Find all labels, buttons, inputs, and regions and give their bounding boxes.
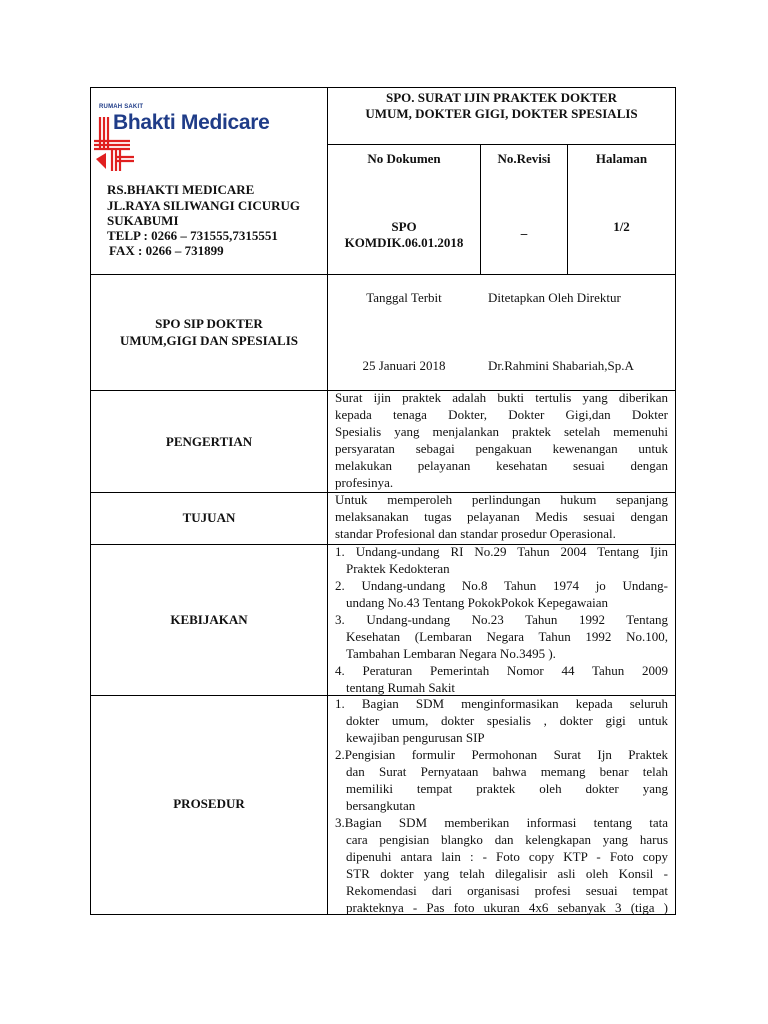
no-revisi-label: No.Revisi <box>497 151 551 166</box>
border-top <box>90 87 676 88</box>
hospital-fax: FAX : 0266 – 731899 <box>109 243 224 258</box>
header-divider <box>327 144 676 145</box>
row-divider <box>90 274 676 275</box>
no-dokumen-value: SPO <box>391 219 417 234</box>
document-title-line2: UMUM, DOKTER GIGI, DOKTER SPESIALIS <box>365 106 638 121</box>
kebijakan-line: 2. Undang-undang No.8 Tahun 1974 jo Undang- <box>335 578 668 593</box>
prosedur-line: prakteknya - Pas foto ukuran 4x6 sebanyak 3 (tiga ) <box>346 900 668 915</box>
kebijakan-line: Tambahan Lembaran Negara No.3495 ). <box>346 646 556 661</box>
pengertian-line: Spesialis yang menjalankan praktek setelah memenuhi <box>335 424 668 439</box>
prosedur-line: dan Surat Pernyataan bahwa memang benar telah <box>346 764 668 779</box>
spo-document <box>90 87 676 915</box>
logo-caption: RUMAH SAKIT <box>99 104 144 110</box>
direktur-name: Dr.Rahmini Shabariah,Sp.A <box>488 358 634 373</box>
ditetapkan-label: Ditetapkan Oleh Direktur <box>488 290 621 305</box>
prosedur-label: PROSEDUR <box>173 796 245 811</box>
pengertian-line: Surat ijin praktek adalah bukti tertulis yang diberikan <box>335 390 668 405</box>
hospital-name: RS.BHAKTI MEDICARE <box>107 182 255 197</box>
prosedur-line: kewajiban pengurusan SIP <box>346 730 485 745</box>
tujuan-line: melaksanakan tugas pelayanan Medis sesuai dengan <box>335 509 668 524</box>
prosedur-line: 1. Bagian SDM menginformasikan kepada seluruh <box>335 696 668 711</box>
kebijakan-line: Kesehatan (Lembaran Negara Tahun 1992 No.100, <box>346 629 668 644</box>
tanggal-terbit-label: Tanggal Terbit <box>366 290 442 305</box>
hospital-city: SUKABUMI <box>107 213 179 228</box>
prosedur-line: Rekomendasi dari organisasi profesi sesuai tempat <box>346 883 668 898</box>
tanggal-terbit-value: 25 Januari 2018 <box>362 358 446 373</box>
tujuan-label: TUJUAN <box>182 510 236 525</box>
kebijakan-line: tentang Rumah Sakit <box>346 680 456 695</box>
prosedur-line: memiliki tempat praktek oleh dokter yang <box>346 781 668 796</box>
pengertian-label: PENGERTIAN <box>165 434 253 449</box>
no-dokumen-label: No Dokumen <box>367 151 441 166</box>
prosedur-line: 2.Pengisian formulir Permohonan Surat Ijn Praktek <box>335 747 668 762</box>
kebijakan-line: Praktek Kedokteran <box>346 561 450 576</box>
pengertian-line: melakukan pelayanan kesehatan sesuai dengan <box>335 458 668 473</box>
no-revisi-value: _ <box>520 221 528 236</box>
border-right <box>675 87 676 915</box>
pengertian-line: kepada tenaga Dokter, Dokter Gigi,dan Dokter <box>335 407 668 422</box>
prosedur-line: bersangkutan <box>346 798 416 813</box>
kebijakan-line: 1. Undang-undang RI No.29 Tahun 2004 Tentang Ijin <box>335 544 668 559</box>
spo-title: SPO SIP DOKTER <box>155 316 263 331</box>
document-title: SPO. SURAT IJIN PRAKTEK DOKTER <box>385 90 618 105</box>
spo-title-line2: UMUM,GIGI DAN SPESIALIS <box>119 333 299 348</box>
kebijakan-line: undang No.43 Tentang PokokPokok Kepegawaian <box>346 595 609 610</box>
prosedur-line: dipenuhi antara lain : - Foto copy KTP - Foto copy <box>346 849 668 864</box>
tujuan-line: Untuk memperoleh perlindungan hukum sepanjang <box>335 492 668 507</box>
border-left <box>90 87 91 915</box>
hospital-telp: TELP : 0266 – 731555,7315551 <box>107 228 278 243</box>
prosedur-line: dokter umum, dokter spesialis , dokter gigi untuk <box>346 713 668 728</box>
logo-name: Bhakti Medicare <box>113 111 270 134</box>
kebijakan-label: KEBIJAKAN <box>170 612 248 627</box>
prosedur-line: 3.Bagian SDM memberikan informasi tentang tata <box>335 815 668 830</box>
kebijakan-line: 4. Peraturan Pemerintah Nomor 44 Tahun 2009 <box>335 663 668 678</box>
column-divider <box>327 87 328 915</box>
prosedur-line: cara pengisian blangko dan kelengkapan yang harus <box>346 832 668 847</box>
pengertian-line: persyaratan sebagai pengakuan kewenangan untuk <box>335 441 668 456</box>
halaman-label: Halaman <box>595 151 648 166</box>
kebijakan-line: 3. Undang-undang No.23 Tahun 1992 Tentang <box>335 612 668 627</box>
prosedur-line: STR dokter yang telah dilegalisir asli oleh Konsil - <box>346 866 668 881</box>
tujuan-line: standar Profesional dan standar prosedur Operasional. <box>335 526 616 541</box>
no-dokumen-value-line2: KOMDIK.06.01.2018 <box>344 235 464 250</box>
halaman-value: 1/2 <box>613 219 630 234</box>
pengertian-line: profesinya. <box>335 475 394 490</box>
hospital-address: JL.RAYA SILIWANGI CICURUG <box>107 198 301 213</box>
